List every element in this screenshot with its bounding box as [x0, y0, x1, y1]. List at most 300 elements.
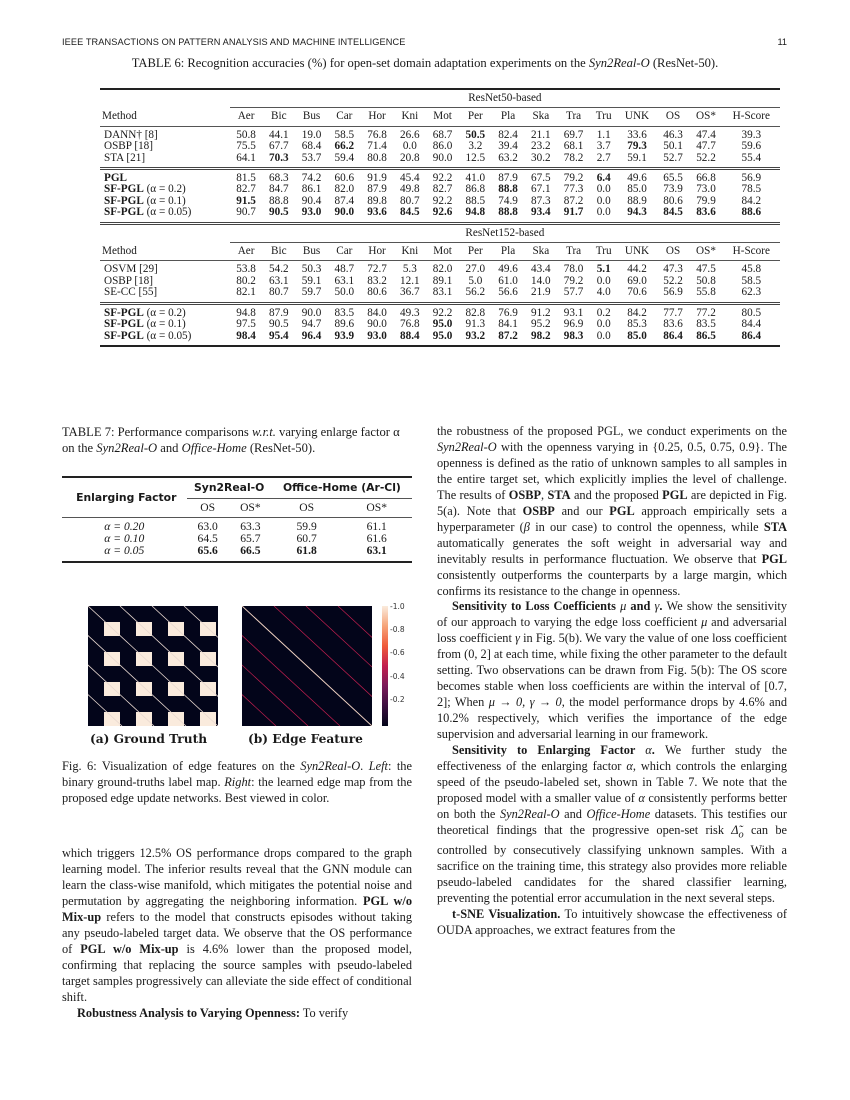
factor-cell: α = 0.20	[104, 520, 145, 533]
text-run: We show the sensitivity of our approach to varying the edge loss coefficient	[437, 599, 787, 630]
column-header: Kni	[401, 110, 419, 123]
method-setting: (α = 0.2)	[143, 306, 186, 319]
value-cell: 84.0	[367, 306, 387, 319]
column-header: OS*	[696, 245, 716, 258]
value-cell: 79.9	[696, 194, 716, 207]
value-cell: 78.0	[563, 263, 584, 276]
column-header: Bic	[271, 245, 287, 258]
text-run: PGL	[761, 551, 787, 566]
method-name: OSBP [18]	[104, 140, 154, 153]
value-cell: 0.0	[596, 194, 611, 207]
right-column-text	[437, 424, 787, 939]
value-cell: 2.7	[596, 151, 611, 164]
value-cell: 52.2	[696, 151, 716, 164]
method-cell	[100, 169, 230, 185]
column-header: Mot	[433, 110, 452, 123]
method-name: STA [21]	[104, 151, 146, 164]
value-cell: 87.3	[531, 194, 551, 207]
value-cell: 88.4	[400, 329, 420, 342]
value-cell: 79.3	[627, 140, 647, 153]
value-cell: 5.1	[596, 263, 611, 276]
column-header: OS*	[696, 110, 716, 123]
text-run: , which controls the enlarging speed of the pseudo-labeled set, shown in Table 7. We note that the proposed model with a smaller value of	[437, 759, 787, 805]
text-run: can be controlled by consecutively classifying unknown samples. With a sacrifice on the training time, this strategy also provides more reliable pseudo-labeled candidates for the shared classifier learning, preventing the potential error accumulation in the next several steps.	[437, 822, 787, 906]
value-cell: 43.4	[531, 263, 551, 276]
text-run: Office-Home	[586, 806, 651, 821]
text-run: We further study the effectiveness of the enlarging factor	[437, 743, 787, 774]
t7-sub-osstar: OS*	[366, 501, 388, 514]
value-cell: 82.7	[432, 183, 453, 196]
text-run: o	[738, 829, 744, 841]
value-cell: 47.5	[696, 263, 716, 276]
table7-caption	[62, 424, 412, 456]
value-cell: 77.7	[663, 306, 683, 319]
value-cell: 82.1	[236, 286, 256, 299]
value-cell: 97.5	[236, 318, 256, 331]
value-cell: 90.7	[236, 206, 256, 219]
text-run: approach empirically sets a hyperparameter (	[437, 503, 787, 534]
text-run: are depicted in Fig. 5(a). Note that	[437, 487, 788, 518]
value-cell: 48.7	[334, 263, 355, 276]
value-cell: 88.8	[269, 194, 289, 207]
value-cell: 5.0	[468, 274, 483, 287]
value-cell: 88.5	[465, 194, 486, 207]
value-cell: 63.3	[240, 520, 261, 533]
value-cell: 50.5	[465, 128, 486, 141]
value-cell: 90.5	[269, 318, 289, 331]
value-cell: 0.2	[596, 306, 611, 319]
column-header: Tru	[595, 110, 612, 123]
value-cell: 86.8	[465, 183, 486, 196]
value-cell: 72.7	[367, 263, 387, 276]
value-cell: 68.3	[269, 172, 289, 185]
value-cell: 93.0	[301, 206, 322, 219]
value-cell: 26.6	[400, 128, 420, 141]
text-run: OSBP	[522, 503, 555, 518]
section-title: ResNet152-based	[230, 223, 780, 242]
text-run: To intuitively showcase the effectiveness of OUDA approaches, we extract features from the	[437, 907, 787, 938]
value-cell: 56.2	[465, 286, 486, 299]
table-row	[100, 331, 780, 346]
colorbar-tick-label: -0.4	[390, 671, 405, 681]
value-cell: 49.3	[400, 306, 420, 319]
value-cell: 90.5	[269, 206, 289, 219]
value-cell: 89.1	[432, 274, 453, 287]
value-cell: 63.1	[366, 544, 387, 557]
text-run: consistently performs better on both the	[437, 790, 787, 821]
paragraph	[437, 424, 787, 599]
value-cell: 0.0	[596, 206, 611, 219]
column-header: Kni	[401, 245, 419, 258]
method-setting: (α = 0.1)	[143, 318, 186, 331]
value-cell: 44.2	[627, 263, 647, 276]
text-run: Left	[368, 759, 388, 773]
table-row	[62, 545, 412, 562]
value-cell: 36.7	[400, 286, 420, 299]
column-header: Tra	[566, 110, 582, 123]
value-cell: 96.4	[301, 329, 322, 342]
text-run: α	[626, 759, 633, 774]
value-cell: 91.5	[236, 194, 256, 207]
value-cell: 50.8	[696, 274, 716, 287]
value-cell: 67.7	[269, 140, 289, 153]
column-header: Aer	[237, 110, 255, 123]
value-cell: 94.7	[301, 318, 322, 331]
value-cell: 90.0	[432, 151, 453, 164]
value-cell: 59.1	[301, 274, 322, 287]
label-block	[200, 682, 216, 696]
text-run: γ	[515, 631, 520, 646]
value-cell: 86.0	[432, 140, 453, 153]
text-run: in Fig. 5(b). We vary the value of one loss coefficient from (0, 2] at each time, while fixing the other parameter to the default setting. Two observations can be drawn from Fig. 5(b): The OS score becomes stable when loss coefficients are within the interval of [0.7, 2]; When	[437, 631, 787, 710]
value-cell: 88.8	[498, 183, 518, 196]
value-cell: 81.5	[236, 172, 256, 185]
value-cell: 74.2	[301, 172, 322, 185]
value-cell: 65.6	[197, 544, 218, 557]
value-cell: 84.2	[627, 306, 647, 319]
column-header: Hor	[368, 245, 386, 258]
table-header-row	[100, 108, 780, 126]
value-cell: 27.0	[465, 263, 486, 276]
column-header: Hor	[368, 110, 386, 123]
value-cell: 53.8	[236, 263, 256, 276]
value-cell: 59.9	[296, 520, 317, 533]
text-run: Sensitivity to Loss Coefficients	[452, 599, 621, 614]
column-header: OS	[665, 245, 681, 258]
value-cell: 0.0	[402, 140, 417, 153]
ground-truth-heatmap	[88, 606, 218, 726]
value-cell: 59.4	[334, 151, 355, 164]
value-cell: 91.2	[531, 306, 551, 319]
value-cell: 73.9	[663, 183, 683, 196]
value-cell: 94.3	[627, 206, 647, 219]
table-row	[100, 303, 780, 319]
value-cell: 12.1	[400, 274, 420, 287]
value-cell: 59.7	[301, 286, 322, 299]
value-cell: 73.0	[696, 183, 716, 196]
text-run: datasets. This testifies our theoretical findings that the progressive open-set risk	[437, 806, 787, 837]
text-run: (ResNet-50).	[246, 441, 316, 455]
table-section-header	[100, 223, 780, 242]
cell	[100, 223, 230, 242]
value-cell: 70.6	[627, 286, 647, 299]
value-cell: 85.3	[627, 318, 647, 331]
method-cell	[100, 287, 230, 303]
page-number: 11	[777, 37, 787, 47]
value-cell: 20.8	[400, 151, 420, 164]
value-cell: 5.3	[402, 263, 417, 276]
value-cell: 68.1	[563, 140, 584, 153]
value-cell: 63.1	[269, 274, 289, 287]
text-run: Robustness Analysis to Varying Openness:	[77, 1005, 300, 1020]
value-cell: 49.6	[627, 172, 647, 185]
column-header: OS	[665, 110, 681, 123]
method-name: OSVM [29]	[104, 263, 158, 276]
value-cell: 60.7	[296, 532, 317, 545]
figure6	[62, 594, 412, 754]
text-run: t-SNE Visualization.	[452, 907, 561, 922]
value-cell: 90.0	[301, 306, 322, 319]
value-cell: 50.0	[334, 286, 355, 299]
value-cell: 58.5	[334, 128, 355, 141]
text-run: .	[651, 743, 655, 758]
factor-cell: α = 0.10	[104, 532, 145, 545]
column-header: UNK	[624, 110, 650, 123]
value-cell: 47.4	[696, 128, 716, 141]
paragraph	[437, 907, 787, 939]
value-cell: 71.4	[367, 140, 387, 153]
value-cell: 86.1	[301, 183, 322, 196]
text-run: and our	[554, 503, 610, 518]
value-cell: 52.2	[663, 274, 683, 287]
value-cell: 21.9	[531, 286, 551, 299]
text-run: w.r.t.	[251, 425, 276, 439]
running-head: IEEE TRANSACTIONS ON PATTERN ANALYSIS AND MACHINE INTELLIGENCE	[62, 37, 406, 47]
t7-sub-osstar: OS*	[240, 501, 261, 514]
value-cell: 98.4	[236, 329, 256, 342]
value-cell: 50.3	[301, 263, 322, 276]
value-cell: 56.9	[663, 286, 683, 299]
method-cell	[100, 331, 230, 346]
value-cell: 61.1	[366, 520, 387, 533]
value-cell: 92.2	[432, 306, 453, 319]
value-cell: 85.0	[627, 183, 647, 196]
text-run: Sensitivity to Enlarging Factor	[452, 743, 646, 758]
column-header: Car	[336, 110, 353, 123]
value-cell: 64.5	[197, 532, 218, 545]
table-row	[100, 287, 780, 303]
t7-header-syn2real: Syn2Real-O	[187, 477, 272, 499]
label-block	[168, 682, 184, 696]
value-cell: 84.2	[741, 194, 762, 207]
method-cell	[100, 261, 230, 276]
value-cell: 92.2	[432, 172, 453, 185]
value-cell: 23.2	[531, 140, 551, 153]
text-run: and the proposed	[570, 487, 663, 502]
value-cell: 60.6	[334, 172, 355, 185]
value-cell: 83.1	[432, 286, 453, 299]
value-cell: 86.5	[696, 329, 716, 342]
value-cell: 65.7	[240, 532, 261, 545]
value-cell: 39.3	[741, 128, 762, 141]
text-run: consistently outperforms the counterparts by a large margin, which confirms its resistance to the change in openness.	[437, 567, 787, 598]
text-run: and	[157, 441, 182, 455]
text-run: μ	[620, 599, 627, 614]
text-run: .	[360, 759, 369, 773]
value-cell: 52.7	[663, 151, 683, 164]
value-cell: 93.2	[465, 329, 486, 342]
label-block	[104, 712, 120, 726]
text-run: Δ̃	[731, 822, 739, 837]
column-header: Pla	[500, 245, 516, 258]
column-header: Ska	[532, 245, 550, 258]
text-run: STA	[547, 487, 571, 502]
value-cell: 93.1	[563, 306, 584, 319]
value-cell: 82.7	[236, 183, 256, 196]
column-header: Mot	[433, 245, 452, 258]
table7	[62, 476, 412, 563]
table-row	[100, 126, 780, 141]
value-cell: 87.9	[269, 306, 289, 319]
value-cell: 85.0	[627, 329, 647, 342]
value-cell: 39.4	[498, 140, 518, 153]
text-run: γ	[654, 599, 660, 614]
text-run: Syn2Real-O	[300, 759, 361, 773]
text-run: automatically generates the soft weight in adversarial way and inevitably results in performance fluctuation. We observe that	[437, 535, 787, 566]
cell	[100, 89, 230, 108]
value-cell: 19.0	[301, 128, 322, 141]
label-block	[200, 622, 216, 636]
text-run: Fig. 6: Visualization of edge features on the	[62, 759, 301, 773]
value-cell: 93.9	[334, 329, 355, 342]
table-row	[100, 319, 780, 330]
label-block	[136, 622, 152, 636]
value-cell: 50.8	[236, 128, 256, 141]
colorbar-tick-label: -0.6	[390, 648, 405, 658]
value-cell: 46.3	[663, 128, 683, 141]
value-cell: 21.1	[531, 128, 551, 141]
value-cell: 87.9	[367, 183, 387, 196]
value-cell: 63.2	[498, 151, 518, 164]
t7-sub-os: OS	[299, 501, 315, 514]
text-run: Syn2Real-O	[96, 441, 158, 455]
text-run: PGL	[662, 487, 688, 502]
method-setting: (α = 0.1)	[143, 194, 186, 207]
text-run: : the learned edge map from the proposed edge update networks. Best viewed in color.	[62, 775, 412, 805]
value-cell: 1.1	[596, 128, 611, 141]
value-cell: 66.5	[240, 544, 261, 557]
value-cell: 0.0	[596, 329, 611, 342]
label-block	[104, 682, 120, 696]
colorbar-tick-label: -0.2	[390, 694, 405, 704]
method-setting: (α = 0.05)	[143, 206, 192, 219]
value-cell: 80.5	[741, 306, 762, 319]
text-run: the robustness of the proposed PGL, we conduct experiments on the	[437, 424, 787, 438]
value-cell: 86.4	[741, 329, 762, 342]
text-run: PGL	[609, 503, 635, 518]
value-cell: 69.0	[627, 274, 647, 287]
value-cell: 3.7	[596, 140, 611, 153]
column-header: Per	[467, 245, 483, 258]
column-header: Pla	[500, 110, 516, 123]
method-cell	[100, 153, 230, 169]
column-header: Ska	[532, 110, 550, 123]
value-cell: 77.2	[696, 306, 716, 319]
value-cell: 55.8	[696, 286, 716, 299]
value-cell: 88.9	[627, 194, 647, 207]
value-cell: 78.2	[563, 151, 584, 164]
label-block	[200, 652, 216, 666]
value-cell: 91.7	[563, 206, 584, 219]
factor-cell: α = 0.05	[104, 544, 145, 557]
value-cell: 80.8	[367, 151, 387, 164]
text-run: .	[659, 599, 663, 614]
subfig-b-label: (b) Edge Feature	[248, 732, 363, 746]
value-cell: 87.9	[498, 172, 518, 185]
method-name: SF-PGL	[104, 306, 144, 319]
value-cell: 93.6	[367, 206, 387, 219]
table-header-row	[100, 243, 780, 261]
table-row	[100, 153, 780, 169]
value-cell: 86.4	[663, 329, 683, 342]
value-cell: 76.8	[367, 128, 387, 141]
label-block	[136, 652, 152, 666]
value-cell: 66.2	[334, 140, 355, 153]
value-cell: 90.0	[367, 318, 387, 331]
value-cell: 87.2	[498, 329, 518, 342]
table-row	[100, 141, 780, 152]
text-run: STA	[763, 519, 787, 534]
method-name: DANN† [8]	[104, 128, 158, 141]
value-cell: 77.3	[563, 183, 584, 196]
method-name: SF-PGL	[104, 318, 144, 331]
value-cell: 80.7	[269, 286, 289, 299]
value-cell: 41.0	[465, 172, 486, 185]
text-run: in our case) to control the openness, while	[529, 519, 764, 534]
value-cell: 45.8	[741, 263, 762, 276]
value-cell: 90.0	[334, 206, 355, 219]
value-cell: 80.6	[367, 286, 387, 299]
value-cell: 66.8	[696, 172, 716, 185]
value-cell: 57.7	[563, 286, 584, 299]
value-cell: 53.7	[301, 151, 322, 164]
paragraph	[62, 846, 412, 1006]
paragraph	[437, 743, 787, 907]
value-cell: 44.1	[269, 128, 289, 141]
column-header: Bus	[302, 245, 321, 258]
value-cell: 96.9	[563, 318, 584, 331]
table6	[100, 88, 780, 347]
text-run: with the openness varying in {0.25, 0.5, 0.75, 0.9}. The openness is defined as the ratio of unknown samples to all samples in the entire target set, which explicitly implies the level of challenge. The results of	[437, 439, 787, 502]
subfig-a-label: (a) Ground Truth	[90, 732, 208, 746]
value-cell: 67.5	[531, 172, 551, 185]
value-cell: 93.4	[531, 206, 551, 219]
method-name: SF-PGL	[104, 206, 144, 219]
paragraph	[437, 599, 787, 743]
label-block	[168, 622, 184, 636]
method-name: SF-PGL	[104, 329, 144, 342]
column-header: Aer	[237, 245, 255, 258]
value-cell: 68.4	[301, 140, 322, 153]
value-cell: 95.0	[432, 318, 453, 331]
value-cell: 64.1	[236, 151, 256, 164]
value-cell: 68.7	[432, 128, 453, 141]
text-run: TABLE 7: Performance comparisons	[62, 425, 252, 439]
value-cell: 88.6	[741, 206, 762, 219]
value-cell: 94.8	[236, 306, 256, 319]
value-cell: 70.3	[269, 151, 289, 164]
label-block	[168, 712, 184, 726]
value-cell: 95.2	[531, 318, 551, 331]
value-cell: 83.6	[696, 206, 716, 219]
value-cell: 49.6	[498, 263, 518, 276]
value-cell: 84.7	[269, 183, 289, 196]
column-header: Method	[102, 110, 137, 123]
value-cell: 87.2	[563, 194, 584, 207]
value-cell: 45.4	[400, 172, 420, 185]
method-name: SF-PGL	[104, 183, 144, 196]
value-cell: 84.4	[741, 318, 762, 331]
section-title: ResNet50-based	[230, 89, 780, 108]
value-cell: 69.7	[563, 128, 584, 141]
edge-feature-heatmap	[242, 606, 372, 726]
value-cell: 95.0	[432, 329, 453, 342]
text-run: β	[523, 519, 530, 534]
table-row	[100, 169, 780, 185]
column-header: Method	[102, 244, 137, 257]
value-cell: 56.6	[498, 286, 518, 299]
text-run: is 4.6% lower than the proposed model, confirming that replacing the source samples with pseudo-labeled target samples progressively can alleviate the side effect of conditional shift.	[62, 941, 412, 1004]
